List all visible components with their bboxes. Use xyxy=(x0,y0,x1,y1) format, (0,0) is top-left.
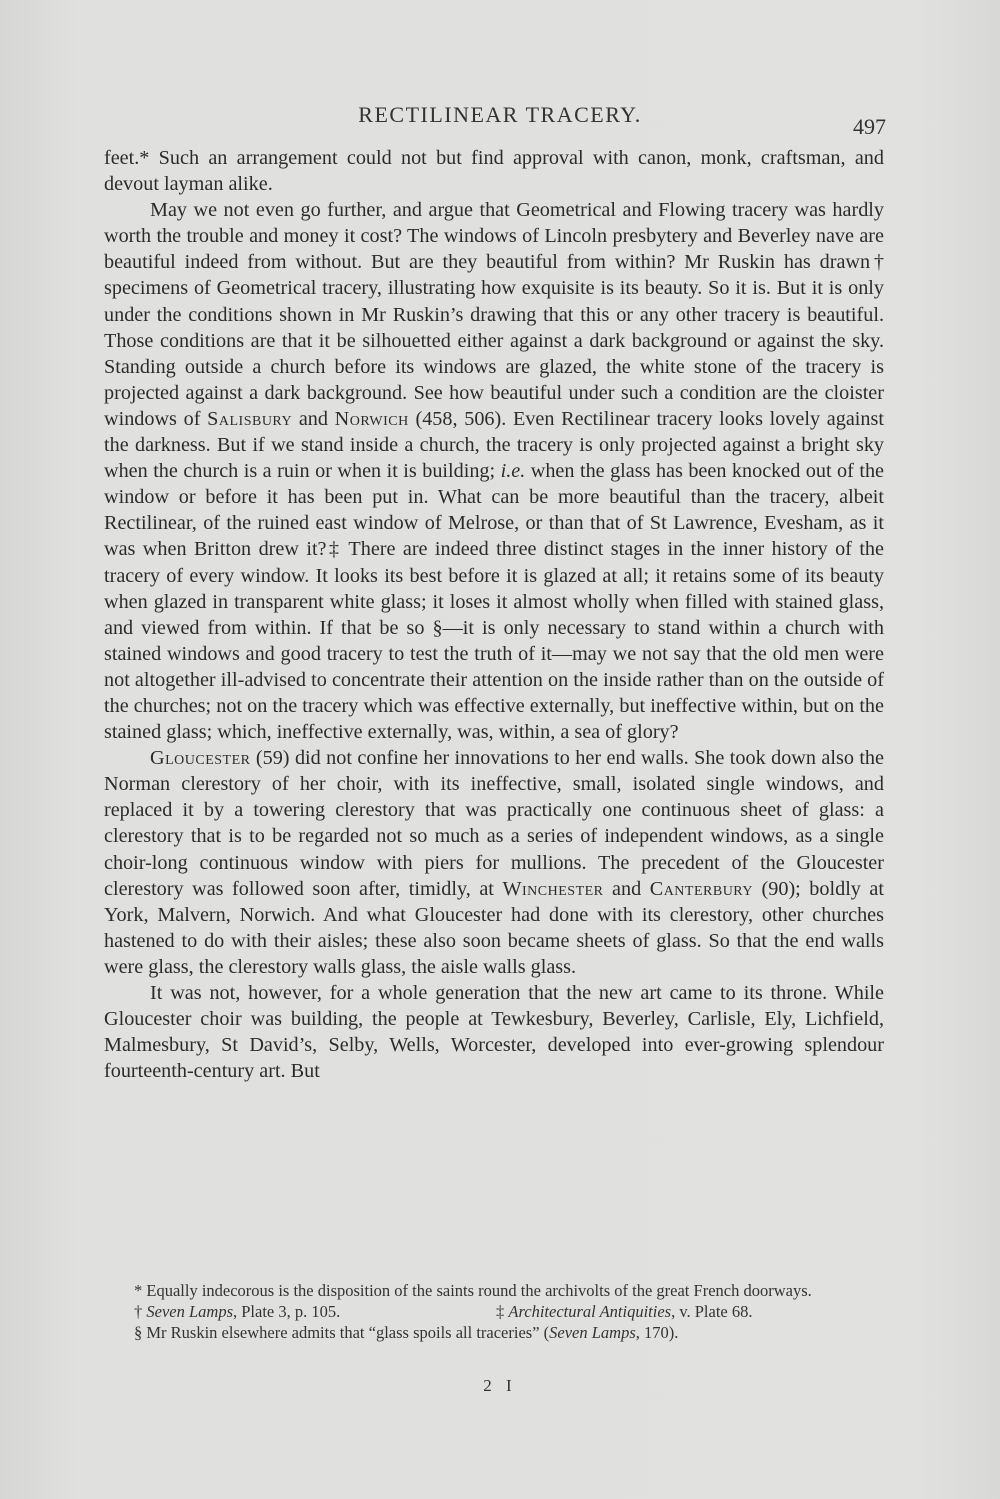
paragraph-4: It was not, however, for a whole generation that the new art came to its throne. While Gloucester choir was building, the people at Tewkesbury, Beverley, Carlisle, Ely, Lichfield, Malmesbury, St David’s, Selby, Wells, Worcester, developed into ever-growing splendour fourteenth-century art. But xyxy=(104,982,884,1083)
footnote-dagger xyxy=(134,1301,496,1322)
paragraph-2 xyxy=(104,197,884,745)
footnote-section-rest: , 170). xyxy=(635,1323,679,1342)
signature-mark: 2 I xyxy=(483,1376,517,1395)
footnotes xyxy=(104,1280,884,1343)
footnote-double-dagger-rest: , v. Plate 68. xyxy=(671,1302,753,1321)
footnote-dagger-rest: , Plate 3, p. 105. xyxy=(232,1302,341,1321)
place-name-canterbury: Canterbury xyxy=(649,877,753,900)
paragraph-3-text-2: and xyxy=(603,877,650,900)
paragraph-2-text-1: May we not even go further, and argue that Geometrical and Flowing tracery was hardly worth the trouble and money it cost? The windows of Lincoln presbytery and Beverley nave are beautiful indeed from without. But are they beautiful from within? Mr Ruskin has drawn† specimens of Geometrical tracery, illustrating how exquisite is its beauty. So it is. But it is only under the conditions shown in Mr Ruskin’s drawing that this or any other tracery is beautiful. Those conditions are that it be silhouetted either against a dark background or against the sky. Standing outside a church before its windows are glazed, the white stone of the tracery is projected against a dark background. See how beautiful under such a condition are the cloister windows of xyxy=(104,199,884,430)
place-name-salisbury: Salisbury xyxy=(207,407,293,430)
footnote-double-dagger-title: Architectural Antiquities xyxy=(508,1302,672,1321)
footnote-section-title: Seven Lamps xyxy=(549,1323,636,1342)
paragraph-1: feet.* Such an arrangement could not but find approval with canon, monk, craftsman, and devout layman alike. xyxy=(104,147,884,196)
footnote-star: * Equally indecorous is the disposition of the saints round the archivolts of the great French doorways. xyxy=(134,1281,812,1300)
footnote-dagger-title: Seven Lamps xyxy=(146,1302,233,1321)
paragraph-3-text-1: (59) did not confine her innovations to her end walls. She took down also the Norman clerestory of her choir, with its ineffective, small, isolated single windows, and replaced it by a towering clerestory that was practically one continuous sheet of glass: a clerestory that is to be regarded not so much as a series of independent windows, as a single choir-long continuous window with piers for mullions. The precedent of the Gloucester clerestory was followed soon after, timidly, at xyxy=(104,747,884,900)
running-head: RECTILINEAR TRACERY. xyxy=(358,102,642,127)
footnote-double-dagger xyxy=(496,1301,753,1322)
footnote-dagger-mark: † xyxy=(134,1302,147,1321)
footnote-section xyxy=(104,1322,884,1343)
footnote-section-text: § Mr Ruskin elsewhere admits that “glass spoils all traceries” ( xyxy=(134,1323,550,1342)
place-name-winchester: Winchester xyxy=(502,877,604,900)
footnote-double-dagger-mark: ‡ xyxy=(496,1302,509,1321)
footnote-row-daggers xyxy=(104,1301,884,1322)
paragraph-2-text-4: when the glass has been knocked out of the window or before it has been put in. What can be more beautiful than the tracery, albeit Rectilinear, of the ruined east window of Melrose, or than that of St Lawrence, Evesham, as it was when Britton drew it?‡ There are indeed three distinct stages in the inner history of the tracery of every window. It looks its best before it is glazed at all; it retains some of its beauty when glazed in transparent white glass; it loses it almost wholly when filled with stained glass, and viewed from within. If that be so §—it is only necessary to stand within a church with stained windows and good tracery to test the truth of it—may we not say that the old men were not altogether ill-advised to concentrate their attention on the inside rather than on the outside of the churches; not on the tracery which was effective externally, but ineffective within, but on the stained glass; which, ineffective externally, was, within, a sea of glory? xyxy=(104,460,884,744)
place-name-gloucester: Gloucester xyxy=(150,747,251,770)
paragraph-3-text-3: (90); boldly at York, Malvern, Norwich. And what Gloucester had done with its clerestory, other churches hastened to do with their aisles; these also soon became sheets of glass. So that the end walls were glass, the clerestory walls glass, the aisle walls glass. xyxy=(104,877,884,978)
paragraph-2-text-3: (458, 506). Even Rectilinear tracery looks lovely against the darkness. But if we stand inside a church, the tracery is only projected against a bright sky when the church is a ruin or when it is building; xyxy=(104,407,884,483)
paragraph-3 xyxy=(104,745,884,980)
page-number: 497 xyxy=(853,114,886,139)
paragraph-2-text-2: and xyxy=(292,407,335,430)
paragraph-2-italic-ie: i.e. xyxy=(500,460,526,483)
body-text xyxy=(104,145,884,1084)
place-name-norwich: Norwich xyxy=(334,407,409,430)
